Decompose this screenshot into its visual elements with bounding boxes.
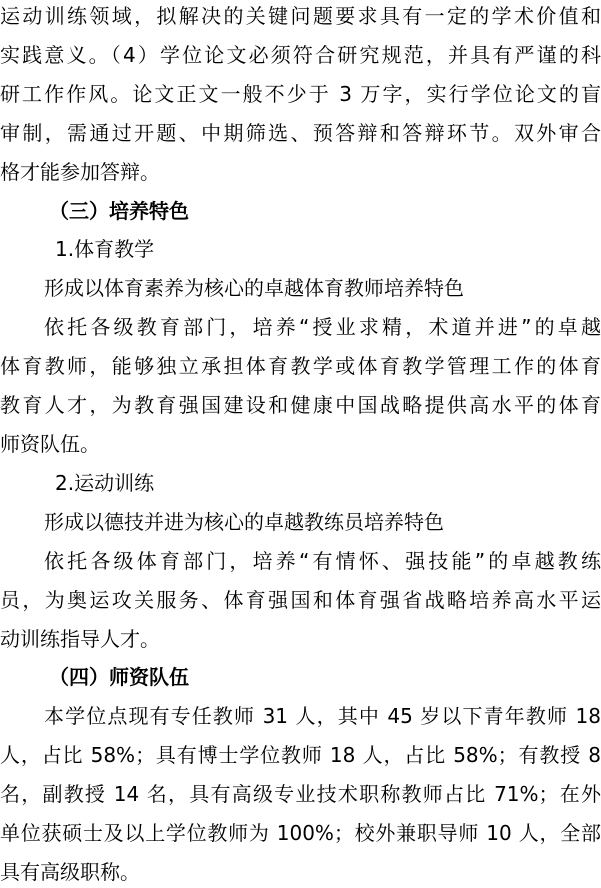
paragraph-line: 员，为奥运攻关服务、体育强国和体育强省战略培养高水平运 bbox=[0, 588, 601, 612]
subsection-heading: 2.运动训练 bbox=[55, 471, 155, 495]
paragraph-line: 依托各级体育部门，培养“有情怀、强技能”的卓越教练 bbox=[44, 549, 601, 573]
paragraph-line: 具有高级职称。 bbox=[0, 860, 140, 884]
paragraph-line: 本学位点现有专任教师 31 人，其中 45 岁以下青年教师 18 bbox=[44, 704, 601, 728]
paragraph-line: 教育人才，为教育强国建设和健康中国战略提供高水平的体育 bbox=[0, 393, 601, 417]
paragraph-line: 研工作作风。论文正文一般不少于 3 万字，实行学位论文的盲 bbox=[0, 82, 601, 106]
section-heading: （三）培养特色 bbox=[49, 199, 189, 223]
section-heading: （四）师资队伍 bbox=[49, 665, 189, 689]
paragraph-line: 动训练指导人才。 bbox=[0, 627, 160, 651]
feature-title: 形成以德技并进为核心的卓越教练员培养特色 bbox=[44, 510, 444, 534]
paragraph-line: 运动训练领域，拟解决的关键问题要求具有一定的学术价值和 bbox=[0, 4, 601, 28]
paragraph-line: 格才能参加答辩。 bbox=[0, 160, 160, 184]
paragraph-line: 审制，需通过开题、中期筛选、预答辩和答辩环节。双外审合 bbox=[0, 121, 601, 145]
paragraph-line: 依托各级教育部门，培养“授业求精，术道并进”的卓越 bbox=[44, 315, 601, 339]
feature-title: 形成以体育素养为核心的卓越体育教师培养特色 bbox=[44, 276, 464, 300]
paragraph-line: 师资队伍。 bbox=[0, 432, 100, 456]
paragraph-line: 人，占比 58%；具有博士学位教师 18 人，占比 58%；有教授 8 bbox=[0, 743, 601, 767]
paragraph-line: 单位获硕士及以上学位教师为 100%；校外兼职导师 10 人，全部 bbox=[0, 821, 601, 845]
subsection-heading: 1.体育教学 bbox=[55, 237, 155, 261]
paragraph-line: 名，副教授 14 名，具有高级专业技术职称教师占比 71%；在外 bbox=[0, 782, 601, 806]
paragraph-line: 实践意义。（4）学位论文必须符合研究规范，并具有严谨的科 bbox=[0, 43, 601, 67]
paragraph-line: 体育教师，能够独立承担体育教学或体育教学管理工作的体育 bbox=[0, 354, 601, 378]
